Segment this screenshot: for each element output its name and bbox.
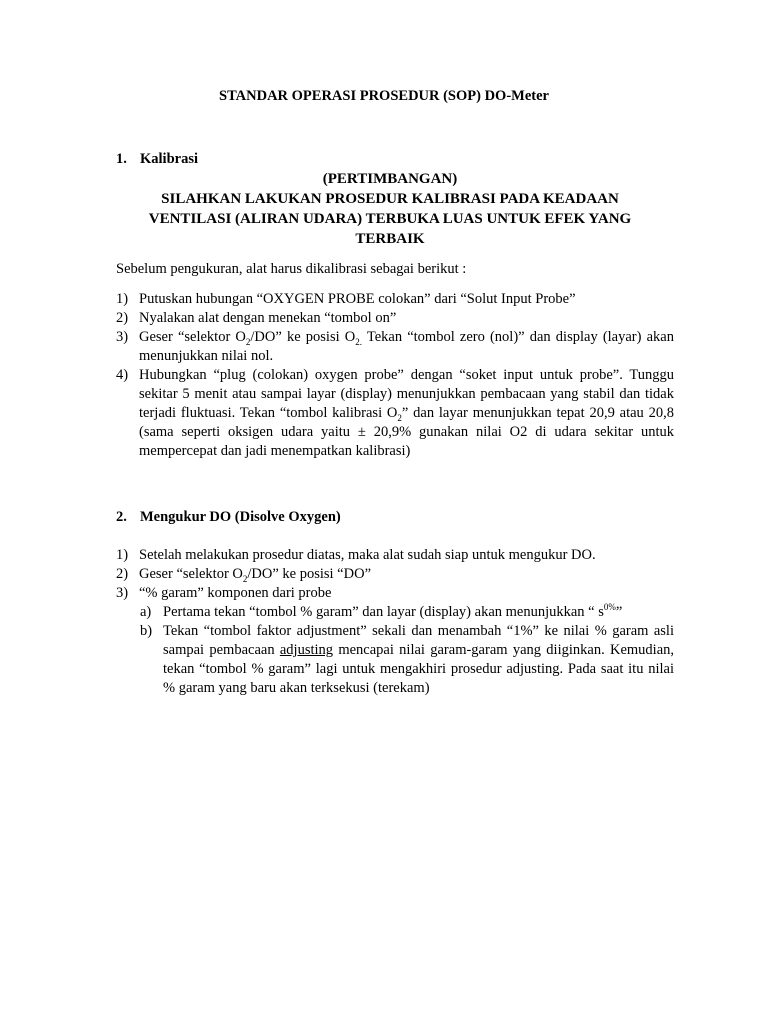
list-item: [116, 584, 674, 603]
section-1-number: 1.: [116, 151, 127, 167]
list-item: [116, 309, 674, 328]
item-text: Setelah melakukan prosedur diatas, maka alat sudah siap untuk mengukur DO.: [139, 547, 596, 563]
calibration-intro: Sebelum pengukuran, alat harus dikalibrasi sebagai berikut :: [116, 261, 467, 277]
item-text: Putuskan hubungan “OXYGEN PROBE colokan” dari “Solut Input Probe”: [139, 291, 576, 307]
calibration-notice: [140, 169, 640, 249]
item-number: 4): [116, 367, 129, 383]
notice-line: VENTILASI (ALIRAN UDARA) TERBUKA LUAS UNTUK EFEK YANG: [148, 211, 632, 227]
item-text: Geser “selektor $O_2/DO$” ke posisi “DO”: [139, 566, 372, 584]
item-number: 2): [116, 310, 129, 326]
sub-item-letter: a): [140, 604, 152, 620]
section-1-heading: [116, 150, 198, 169]
list-item: [116, 328, 674, 366]
notice-line: TERBAIK: [355, 231, 425, 247]
item-number: 1): [116, 291, 129, 307]
sub-item-text: Pertama tekan “tombol % garam” dan layar (display) akan menunjukkan “ $s^{0\%}$”: [163, 602, 623, 620]
section-1-title: Kalibrasi: [140, 151, 199, 167]
measurement-steps: [116, 546, 674, 698]
notice-line: SILAHKAN LAKUKAN PROSEDUR KALIBRASI PADA KEADAAN: [161, 191, 619, 207]
item-text: Nyalakan alat dengan menekan “tombol on”: [139, 310, 397, 326]
sub-item-text: Tekan “tombol faktor adjustment” sekali dan menambah “1%” ke nilai % garam asli sampai pembacaan adjusting mencapai nilai garam-garam yang diiginkan. Kemudian, tekan “tombol % garam” lagi untuk mengakhiri prosedur adjusting. Pada saat itu nilai % garam yang baru akan terksekusi (terekam): [163, 623, 675, 696]
page-title: STANDAR OPERASI PROSEDUR (SOP) DO-Meter: [219, 88, 549, 104]
section-2-heading: [116, 508, 341, 527]
item-text: Geser “selektor $O_2/DO$” ke posisi $O_{2.}$ Tekan “tombol zero (nol)” dan display (layar) akan menunjukkan nilai nol.: [139, 329, 674, 364]
notice-line: (PERTIMBANGAN): [322, 171, 458, 187]
list-item: [116, 366, 674, 461]
item-number: 2): [116, 566, 129, 582]
item-text: Hubungkan “plug (colokan) oxygen probe” dengan “soket input untuk probe”. Tunggu sekitar 5 menit atau sampai layar (display) menunjukkan pembacaan yang stabil dan tidak terjadi fluktuasi. Tekan “tombol kalibrasi $O_2$” dan layar menunjukkan tepat 20,9 atau 20,8 (sama seperti oksigen udara yaitu ± 20,9% gunakan nilai O2 di udara sekitar untuk mempercepat dan jadi menempatkan kalibrasi): [139, 367, 674, 459]
item-number: 1): [116, 547, 129, 563]
sub-list-item: [116, 603, 674, 622]
item-text: “% garam” komponen dari probe: [139, 585, 332, 601]
calibration-steps: [116, 290, 674, 461]
list-item: [116, 290, 674, 309]
section-2-title: Mengukur DO (Disolve Oxygen): [140, 509, 341, 525]
item-number: 3): [116, 329, 129, 345]
sub-item-letter: b): [140, 623, 153, 639]
item-number: 3): [116, 585, 129, 601]
list-item: [116, 565, 674, 584]
list-item: [116, 546, 674, 565]
sub-list-item: [116, 622, 674, 698]
section-2-number: 2.: [116, 509, 127, 525]
